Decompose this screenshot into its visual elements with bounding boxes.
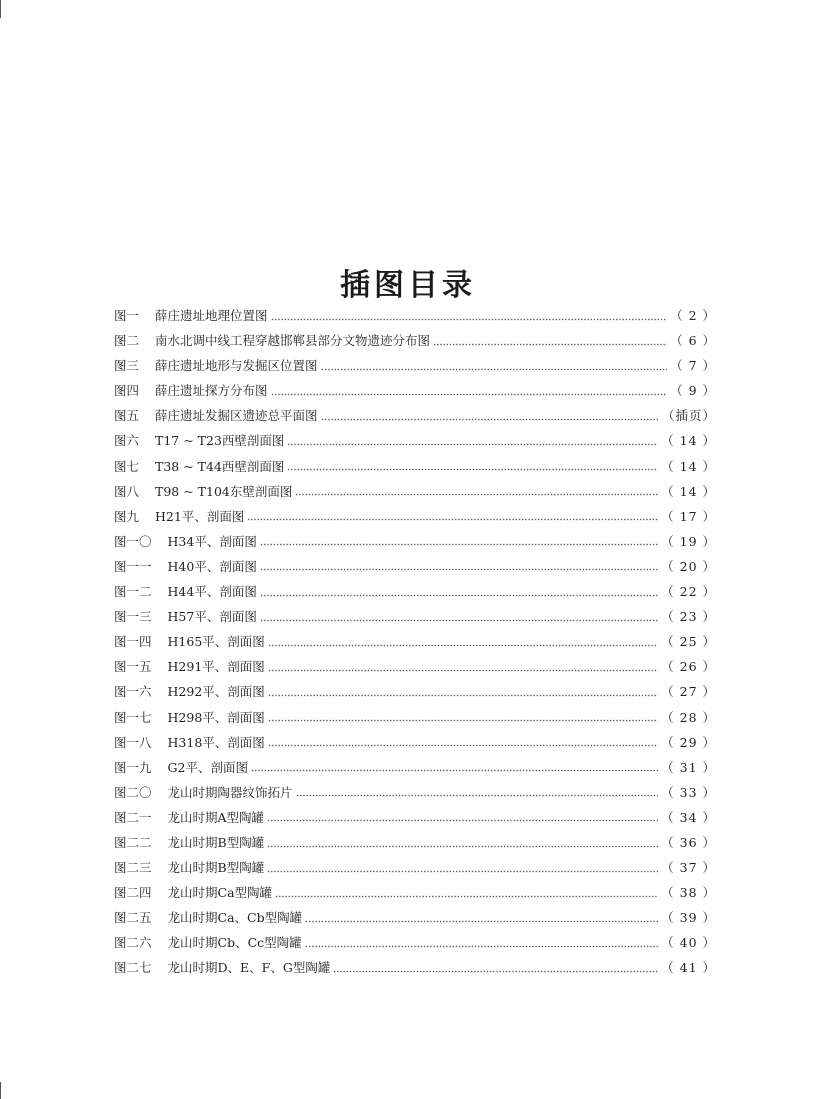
dot-leader — [271, 384, 668, 398]
dot-leader — [321, 359, 668, 373]
toc-entry[interactable] — [114, 955, 716, 980]
page-reference: （ 37 ） — [661, 860, 716, 876]
figure-number: 图八 — [114, 483, 140, 499]
toc-entry[interactable] — [114, 479, 716, 504]
table-of-figures — [114, 303, 716, 981]
page-reference: （ 6 ） — [670, 333, 716, 349]
figure-title: H44平、剖面图 — [167, 584, 257, 600]
page-reference: （ 29 ） — [661, 734, 716, 750]
page-reference: （插页） — [661, 408, 716, 424]
page-reference: （ 23 ） — [661, 609, 716, 625]
toc-entry[interactable] — [114, 303, 716, 328]
toc-entry[interactable] — [114, 529, 716, 554]
figure-number: 图一四 — [114, 634, 152, 650]
figure-number: 图一六 — [114, 684, 152, 700]
dot-leader — [268, 710, 658, 724]
page-reference: （ 39 ） — [661, 910, 716, 926]
toc-entry[interactable] — [114, 504, 716, 529]
figure-number: 图二五 — [114, 910, 152, 926]
toc-entry[interactable] — [114, 428, 716, 453]
dot-leader — [268, 660, 658, 674]
figure-number: 图二〇 — [114, 784, 152, 800]
figure-title: 龙山时期D、E、F、G型陶罐 — [167, 960, 331, 976]
figure-number: 图六 — [114, 433, 140, 449]
figure-title: H291平、剖面图 — [167, 659, 265, 675]
dot-leader — [305, 911, 658, 925]
figure-title: 薛庄遗址发掘区遗迹总平面图 — [155, 408, 318, 424]
figure-number: 图九 — [114, 508, 140, 524]
toc-entry[interactable] — [114, 454, 716, 479]
dot-leader — [260, 585, 658, 599]
page-reference: （ 2 ） — [670, 308, 716, 323]
figure-title: H57平、剖面图 — [167, 609, 257, 625]
figure-title: 薛庄遗址探方分布图 — [155, 383, 268, 399]
figure-title: H165平、剖面图 — [167, 634, 265, 650]
figure-number: 图七 — [114, 458, 140, 474]
toc-entry[interactable] — [114, 705, 716, 730]
crop-mark-top-left — [0, 0, 1, 18]
page-reference: （ 34 ） — [661, 809, 716, 825]
figure-number: 图二二 — [114, 834, 152, 850]
figure-number: 图四 — [114, 383, 140, 399]
page-reference: （ 7 ） — [670, 358, 716, 374]
toc-entry[interactable] — [114, 328, 716, 353]
page-reference: （ 17 ） — [661, 508, 716, 524]
page-reference: （ 38 ） — [661, 885, 716, 901]
figure-title: H21平、剖面图 — [155, 508, 245, 524]
page-reference: （ 14 ） — [661, 433, 716, 449]
toc-entry[interactable] — [114, 905, 716, 930]
page-reference: （ 14 ） — [661, 458, 716, 474]
toc-entry[interactable] — [114, 880, 716, 905]
figure-number: 图二七 — [114, 960, 152, 976]
figure-number: 图一三 — [114, 609, 152, 625]
toc-entry[interactable] — [114, 604, 716, 629]
toc-entry[interactable] — [114, 629, 716, 654]
page-reference: （ 31 ） — [661, 759, 716, 775]
dot-leader — [287, 459, 658, 473]
dot-leader — [267, 836, 658, 850]
toc-entry[interactable] — [114, 554, 716, 579]
toc-entry[interactable] — [114, 780, 716, 805]
figure-title: 龙山时期Cb、Cc型陶罐 — [167, 935, 302, 951]
dot-leader — [321, 409, 659, 423]
toc-entry[interactable] — [114, 730, 716, 755]
figure-title: 南水北调中线工程穿越邯郸县部分文物遗迹分布图 — [155, 333, 431, 349]
figure-number: 图一二 — [114, 584, 152, 600]
toc-entry[interactable] — [114, 855, 716, 880]
page-reference: （ 25 ） — [661, 634, 716, 650]
dot-leader — [305, 936, 658, 950]
page-reference: （ 22 ） — [661, 584, 716, 600]
figure-number: 图一一 — [114, 558, 152, 574]
figure-title: H40平、剖面图 — [167, 558, 257, 574]
page-title: 插图目录 — [340, 268, 476, 304]
figure-number: 图二一 — [114, 809, 152, 825]
dot-leader — [271, 309, 668, 323]
toc-entry[interactable] — [114, 378, 716, 403]
figure-title: 薛庄遗址地理位置图 — [155, 308, 268, 323]
dot-leader — [260, 534, 658, 548]
figure-number: 图二三 — [114, 860, 152, 876]
figure-title: T17 ~ T23西壁剖面图 — [155, 433, 285, 449]
figure-number: 图五 — [114, 408, 140, 424]
toc-entry[interactable] — [114, 654, 716, 679]
page-reference: （ 33 ） — [661, 784, 716, 800]
page-reference: （ 36 ） — [661, 834, 716, 850]
figure-title: 薛庄遗址地形与发掘区位置图 — [155, 358, 318, 374]
dot-leader — [267, 861, 658, 875]
toc-entry[interactable] — [114, 679, 716, 704]
dot-leader — [260, 610, 658, 624]
figure-title: G2平、剖面图 — [167, 759, 248, 775]
toc-entry[interactable] — [114, 403, 716, 428]
figure-title: 龙山时期陶器纹饰拓片 — [167, 784, 293, 800]
figure-number: 图二 — [114, 333, 140, 349]
figure-title: T98 ~ T104东壁剖面图 — [155, 483, 293, 499]
dot-leader — [333, 961, 658, 975]
figure-title: H318平、剖面图 — [167, 734, 265, 750]
dot-leader — [433, 334, 667, 348]
toc-entry[interactable] — [114, 805, 716, 830]
dot-leader — [251, 760, 658, 774]
figure-number: 图一九 — [114, 759, 152, 775]
page-reference: （ 27 ） — [661, 684, 716, 700]
figure-number: 图一五 — [114, 659, 152, 675]
dot-leader — [268, 635, 658, 649]
page-reference: （ 41 ） — [661, 960, 716, 976]
toc-entry[interactable] — [114, 579, 716, 604]
dot-leader — [247, 509, 658, 523]
figure-title: 龙山时期B型陶罐 — [167, 860, 265, 876]
dot-leader — [287, 434, 658, 448]
figure-number: 图二六 — [114, 935, 152, 951]
figure-number: 图一〇 — [114, 533, 152, 549]
figure-title: T38 ~ T44西壁剖面图 — [155, 458, 285, 474]
page-reference: （ 26 ） — [661, 659, 716, 675]
figure-number: 图一八 — [114, 734, 152, 750]
toc-entry[interactable] — [114, 830, 716, 855]
dot-leader — [296, 785, 659, 799]
page-reference: （ 9 ） — [670, 383, 716, 399]
page-reference: （ 19 ） — [661, 533, 716, 549]
figure-number: 图一七 — [114, 709, 152, 725]
page-reference: （ 40 ） — [661, 935, 716, 951]
crop-mark-bottom-left — [0, 1082, 1, 1099]
figure-number: 图一 — [114, 308, 140, 323]
figure-title: H298平、剖面图 — [167, 709, 265, 725]
toc-entry[interactable] — [114, 755, 716, 780]
dot-leader — [267, 810, 658, 824]
dot-leader — [268, 735, 658, 749]
dot-leader — [260, 559, 658, 573]
figure-title: 龙山时期Ca、Cb型陶罐 — [167, 910, 303, 926]
toc-entry[interactable] — [114, 930, 716, 955]
toc-entry[interactable] — [114, 353, 716, 378]
figure-title: 龙山时期Ca型陶罐 — [167, 885, 273, 901]
dot-leader — [295, 484, 658, 498]
figure-title: H292平、剖面图 — [167, 684, 265, 700]
page-reference: （ 28 ） — [661, 709, 716, 725]
figure-title: 龙山时期A型陶罐 — [167, 809, 265, 825]
figure-title: 龙山时期B型陶罐 — [167, 834, 265, 850]
figure-number: 图二四 — [114, 885, 152, 901]
page-reference: （ 20 ） — [661, 558, 716, 574]
page-reference: （ 14 ） — [661, 483, 716, 499]
figure-number: 图三 — [114, 358, 140, 374]
dot-leader — [275, 886, 658, 900]
figure-title: H34平、剖面图 — [167, 533, 257, 549]
dot-leader — [268, 685, 658, 699]
